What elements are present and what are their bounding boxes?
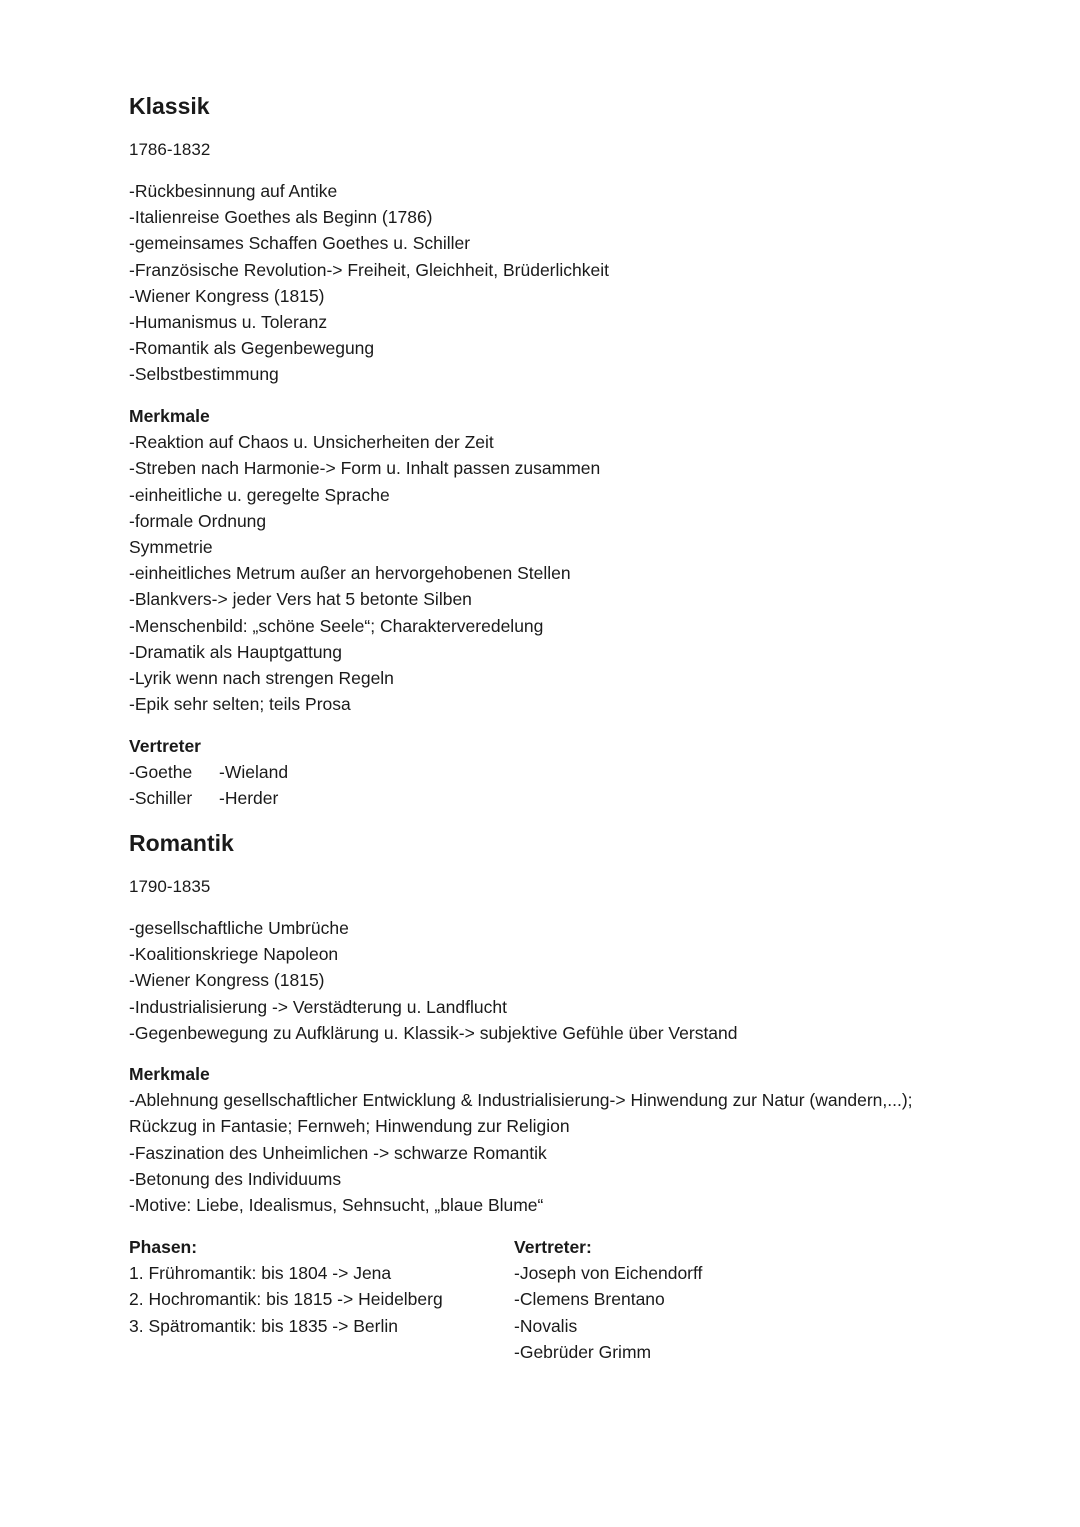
list-item: -Italienreise Goethes als Beginn (1786) — [129, 207, 433, 228]
klassik-merkmale-section — [129, 403, 600, 717]
list-item: -einheitliches Metrum außer an hervorgehobenen Stellen — [129, 563, 571, 584]
list-item: -Lyrik wenn nach strengen Regeln — [129, 668, 394, 689]
list-item: -Gegenbewegung zu Aufklärung u. Klassik-> subjektive Gefühle über Verstand — [129, 1022, 738, 1043]
list-item: -Romantik als Gegenbewegung — [129, 338, 375, 359]
klassik-vertreter-section — [129, 733, 288, 812]
list-item: -Dramatik als Hauptgattung — [129, 641, 343, 662]
list-item: -Wiener Kongress (1815) — [129, 970, 325, 991]
list-item: -Selbstbestimmung — [129, 364, 279, 385]
list-item: -Industrialisierung -> Verstädterung u. Landflucht — [129, 996, 507, 1017]
list-item: -Epik sehr selten; teils Prosa — [129, 694, 351, 715]
list-item: Symmetrie — [129, 537, 213, 558]
klassik-merkmale-heading: Merkmale — [129, 406, 210, 426]
list-item: -Humanismus u. Toleranz — [129, 312, 328, 333]
klassik-context-list — [129, 178, 609, 388]
list-item: -Faszination des Unheimlichen -> schwarze Romantik — [129, 1142, 547, 1163]
klassik-heading: Klassik — [129, 93, 210, 119]
list-item: -Rückbesinnung auf Antike — [129, 181, 338, 201]
list-item: -einheitliche u. geregelte Sprache — [129, 484, 390, 505]
list-item: -Goethe — [129, 762, 193, 783]
list-item: -formale Ordnung — [129, 510, 267, 531]
romantik-merkmale-heading: Merkmale — [129, 1064, 210, 1084]
list-item: -Streben nach Harmonie-> Form u. Inhalt passen zusammen — [129, 458, 601, 479]
list-item: -gemeinsames Schaffen Goethes u. Schiller — [129, 233, 471, 254]
list-item: -Herder — [219, 788, 279, 809]
list-item: -Koalitionskriege Napoleon — [129, 944, 339, 965]
romantik-phasen-heading: Phasen: — [129, 1237, 198, 1257]
list-item: -Blankvers-> jeder Vers hat 5 betonte Silben — [129, 589, 472, 610]
list-item: -Französische Revolution-> Freiheit, Gleichheit, Brüderlichkeit — [129, 259, 609, 280]
list-item: -Betonung des Individuums — [129, 1168, 342, 1189]
list-item: -Joseph von Eichendorff — [514, 1263, 703, 1284]
list-item: -Clemens Brentano — [514, 1289, 665, 1310]
romantik-context-list — [129, 915, 738, 1046]
list-item: -Novalis — [514, 1315, 578, 1336]
list-item: -Ablehnung gesellschaftlicher Entwicklung & Industrialisierung-> Hinwendung zur Natur (wandern,...); — [129, 1090, 913, 1111]
romantik-heading: Romantik — [129, 830, 234, 856]
list-item: Rückzug in Fantasie; Fernweh; Hinwendung zur Religion — [129, 1116, 570, 1137]
klassik-vertreter-heading: Vertreter — [129, 736, 201, 756]
klassik-dates: 1786-1832 — [129, 140, 211, 159]
list-item: 1. Frühromantik: bis 1804 -> Jena — [129, 1263, 392, 1284]
list-item: 3. Spätromantik: bis 1835 -> Berlin — [129, 1315, 398, 1336]
list-item: 2. Hochromantik: bis 1815 -> Heidelberg — [129, 1289, 443, 1310]
list-item: -Gebrüder Grimm — [514, 1341, 652, 1362]
list-item: -Schiller — [129, 788, 193, 809]
romantik-phasen-section — [129, 1234, 443, 1339]
romantik-merkmale-section — [129, 1061, 913, 1218]
romantik-dates: 1790-1835 — [129, 877, 211, 896]
list-item: -Wieland — [219, 762, 289, 783]
list-item: -Menschenbild: „schöne Seele“; Charakterveredelung — [129, 615, 544, 636]
list-item: -gesellschaftliche Umbrüche — [129, 918, 349, 938]
list-item: -Reaktion auf Chaos u. Unsicherheiten der Zeit — [129, 432, 494, 453]
list-item: -Motive: Liebe, Idealismus, Sehnsucht, „blaue Blume“ — [129, 1195, 544, 1216]
list-item: -Wiener Kongress (1815) — [129, 285, 325, 306]
romantik-vertreter-heading: Vertreter: — [514, 1237, 592, 1257]
romantik-vertreter-section — [514, 1234, 702, 1365]
